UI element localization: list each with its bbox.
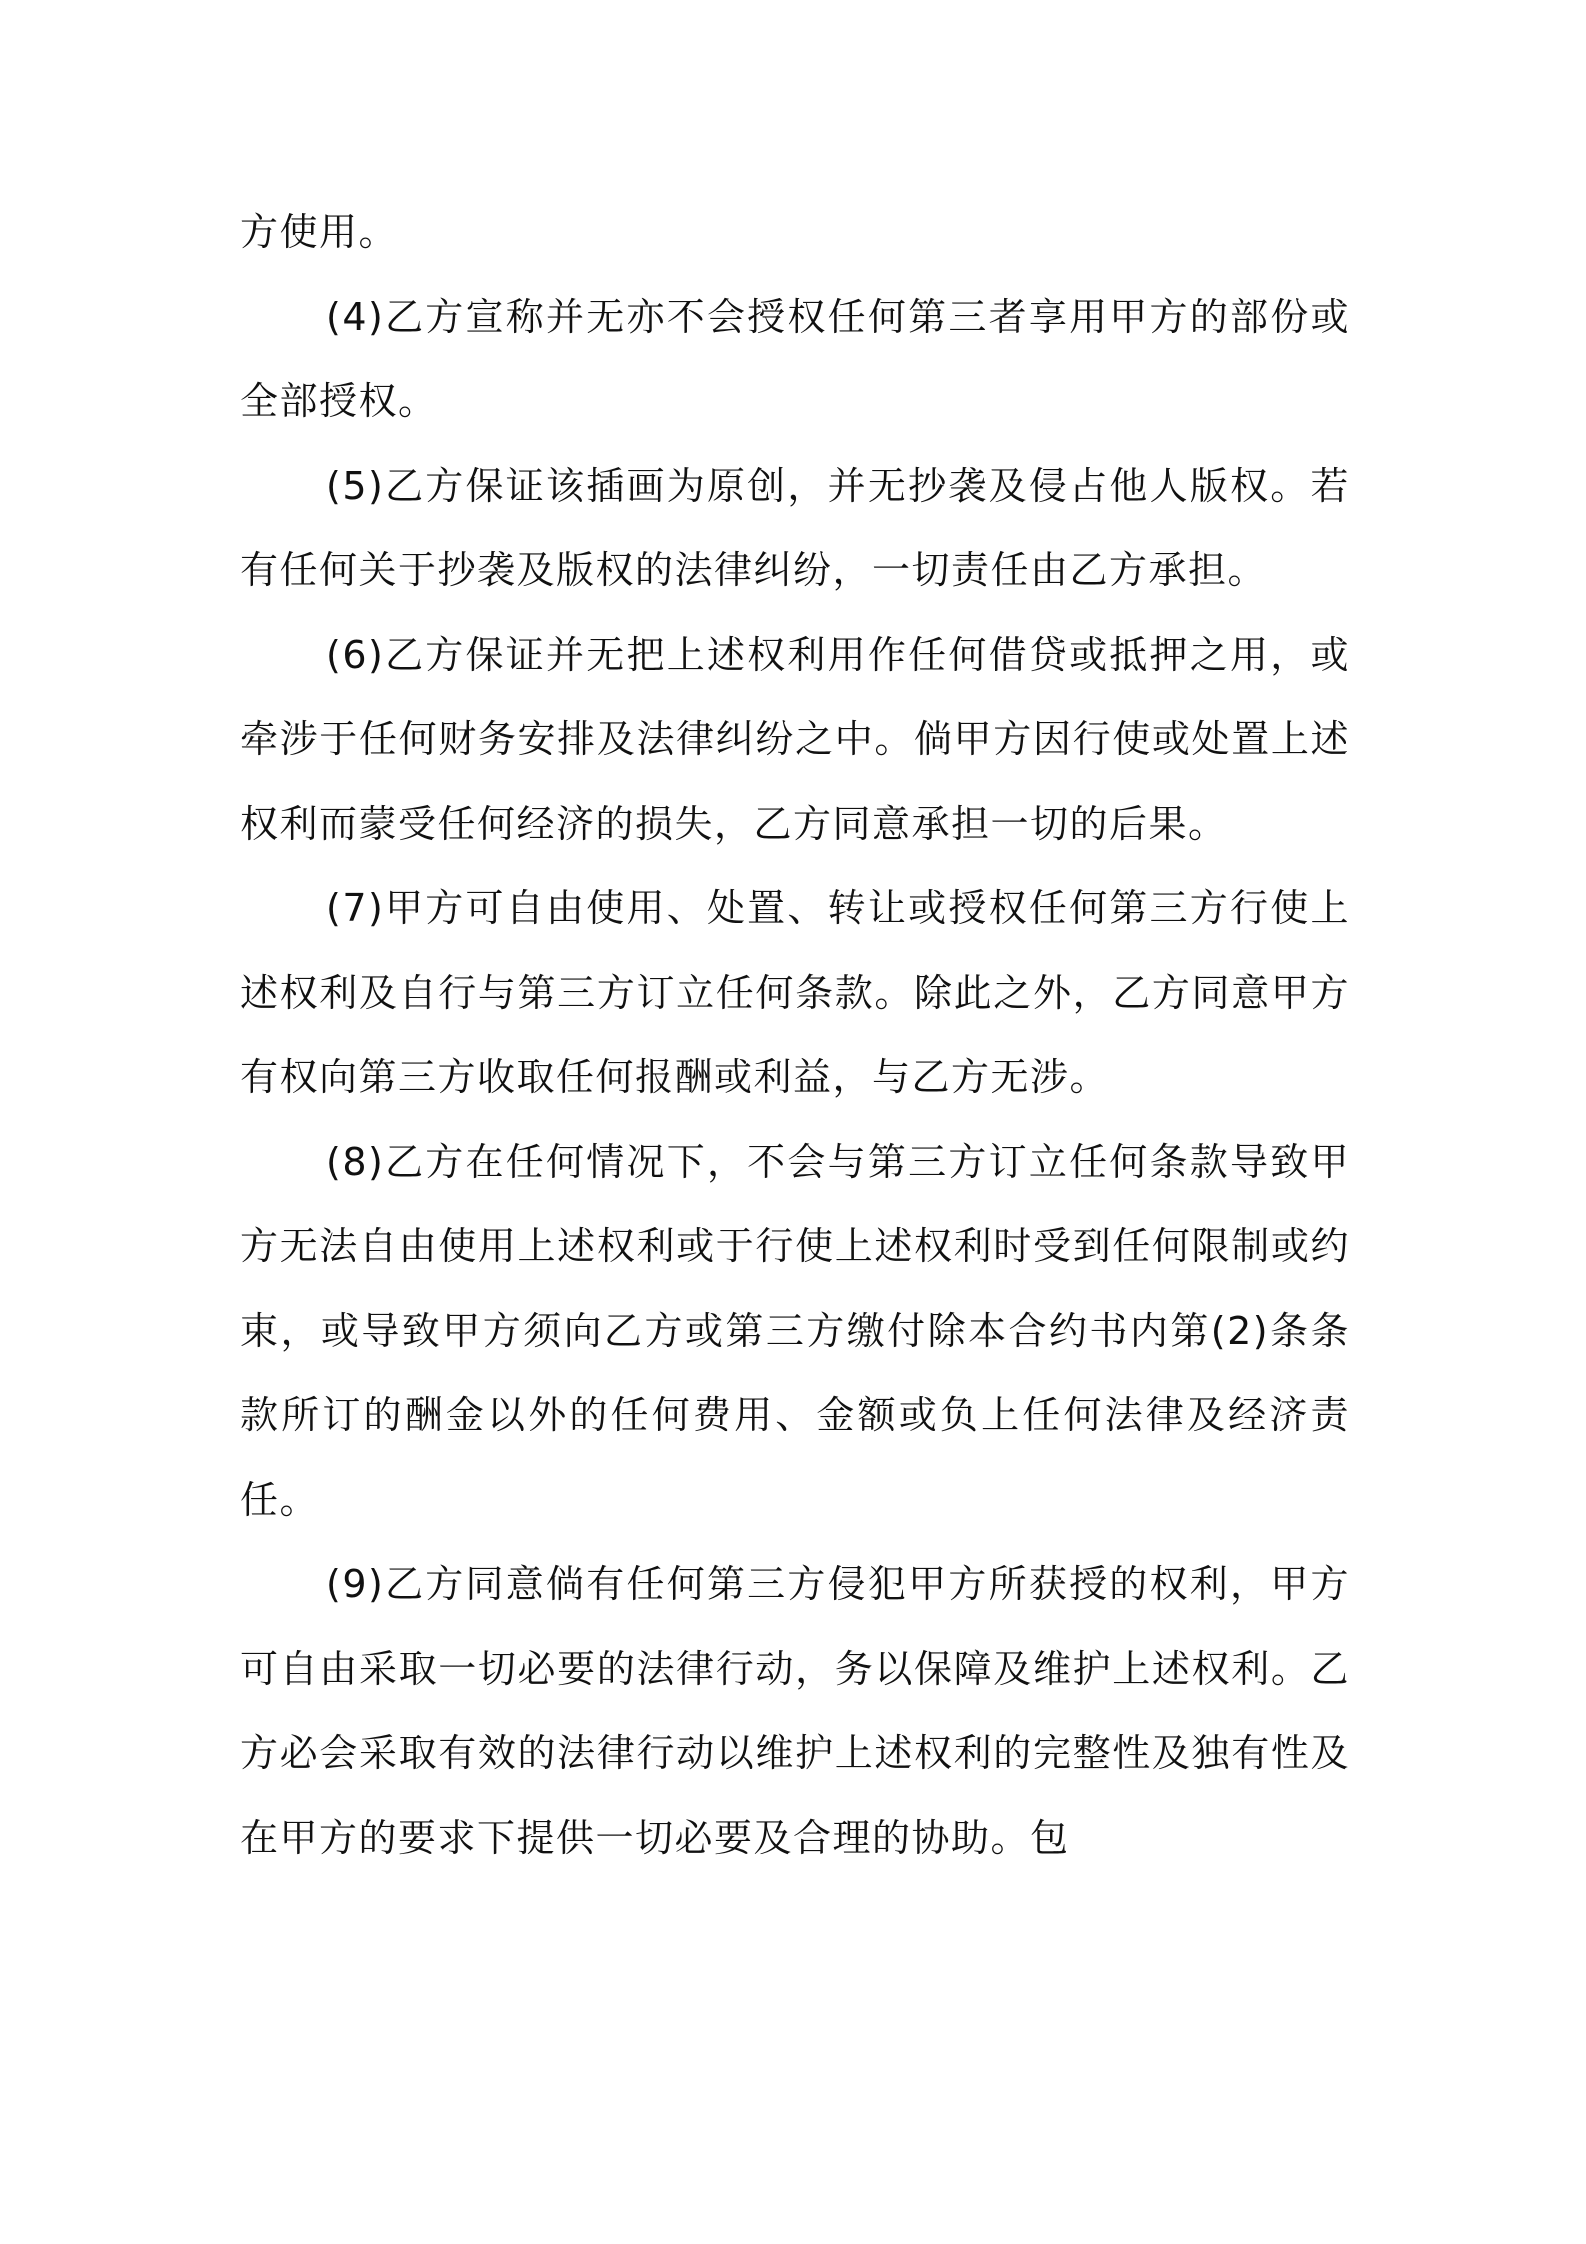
clause-8: (8)乙方在任何情况下，不会与第三方订立任何条款导致甲方无法自由使用上述权利或于行使上述权利时受到任何限制或约束，或导致甲方须向乙方或第三方缴付除本合约书内第(2)条条款所订的酬金以外的任何费用、金额或负上任何法律及经济责任。: [240, 1139, 1350, 1522]
clause-9: (9)乙方同意倘有任何第三方侵犯甲方所获授的权利，甲方可自由采取一切必要的法律行动，务以保障及维护上述权利。乙方必会采取有效的法律行动以维护上述权利的完整性及独有性及在甲方的要求下提供一切必要及合理的协助。包: [240, 1562, 1350, 1860]
contract-body: [240, 190, 1350, 1880]
paragraph-continuation: 方使用。: [240, 210, 399, 254]
clause-7: (7)甲方可自由使用、处置、转让或授权任何第三方行使上述权利及自行与第三方订立任何条款。除此之外，乙方同意甲方有权向第三方收取任何报酬或利益，与乙方无涉。: [240, 886, 1350, 1099]
clause-5: (5)乙方保证该插画为原创，并无抄袭及侵占他人版权。若有任何关于抄袭及版权的法律纠纷，一切责任由乙方承担。: [240, 463, 1350, 592]
clause-4: (4)乙方宣称并无亦不会授权任何第三者享用甲方的部份或全部授权。: [240, 294, 1350, 423]
clause-6: (6)乙方保证并无把上述权利用作任何借贷或抵押之用，或牵涉于任何财务安排及法律纠纷之中。倘甲方因行使或处置上述权利而蒙受任何经济的损失，乙方同意承担一切的后果。: [240, 632, 1350, 846]
